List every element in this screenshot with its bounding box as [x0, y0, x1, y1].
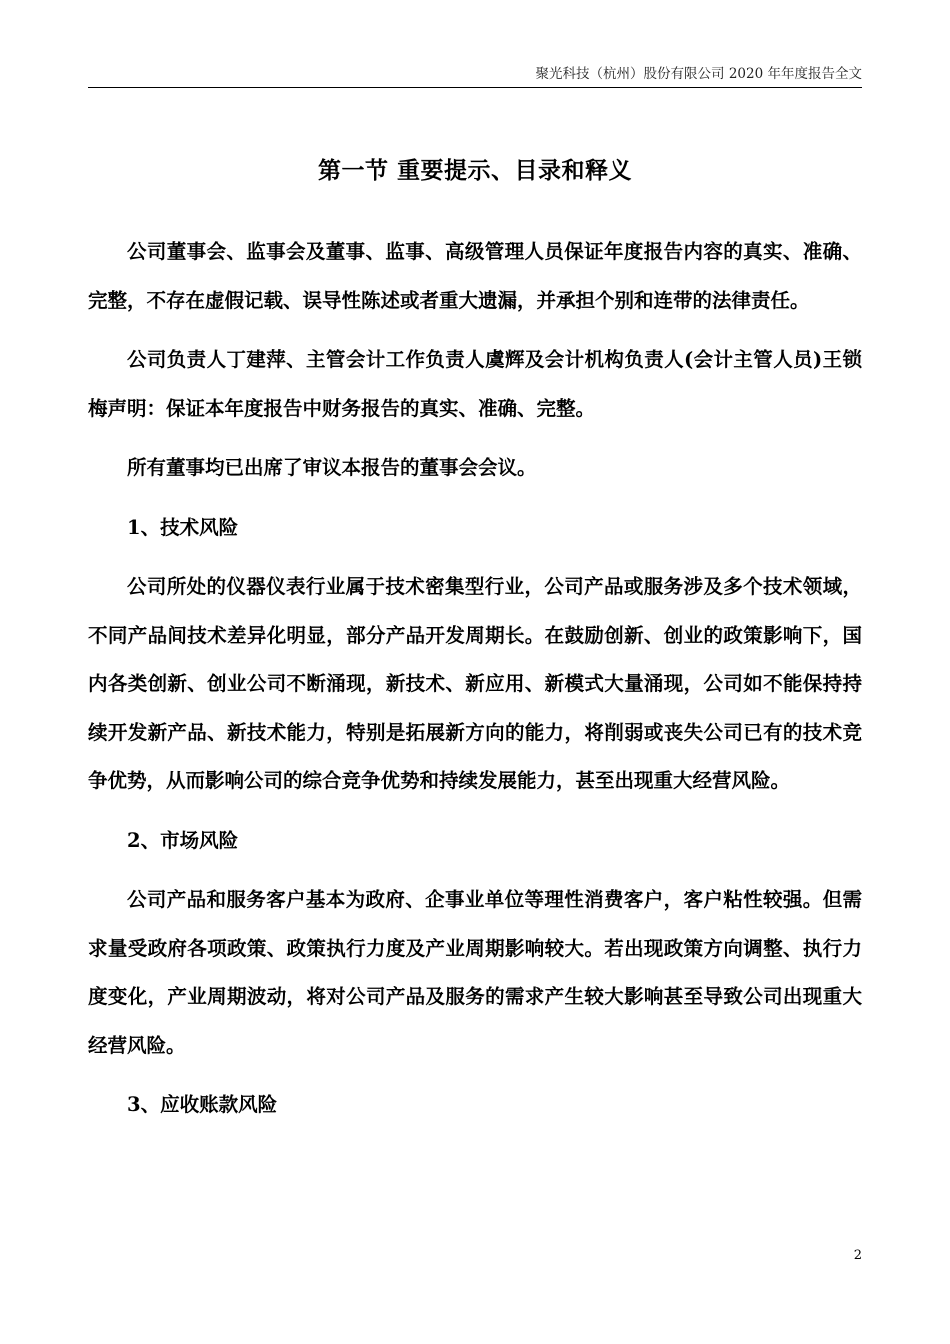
page-number: 2 — [853, 1248, 862, 1263]
header-divider — [88, 87, 862, 88]
risk-text-market: 公司产品和服务客户基本为政府、企事业单位等理性消费客户，客户粘性较强。但需求量受政府各项政策、政策执行力度及产业周期影响较大。若出现政策方向调整、执行力度变化，产业周期波动，将对公司产品及服务的需求产生较大影响甚至导致公司出现重大经营风险。 — [88, 888, 862, 1057]
section-title: 第一节 重要提示、目录和释义 — [317, 157, 632, 184]
paragraph-declaration: 公司负责人丁建萍、主管会计工作负责人虞辉及会计机构负责人(会计主管人员)王锁梅声明：保证本年度报告中财务报告的真实、准确、完整。 — [88, 348, 863, 420]
paragraph-attendance: 所有董事均已出席了审议本报告的董事会会议。 — [127, 456, 537, 479]
paragraph-responsibility: 公司董事会、监事会及董事、监事、高级管理人员保证年度报告内容的真实、准确、完整，不存在虚假记载、误导性陈述或者重大遗漏，并承担个别和连带的法律责任。 — [88, 240, 862, 312]
risk-heading-market: 2、市场风险 — [127, 828, 239, 852]
risk-heading-technology: 1、技术风险 — [127, 515, 239, 539]
risk-heading-receivables: 3、应收账款风险 — [127, 1093, 278, 1116]
risk-text-technology: 公司所处的仪器仪表行业属于技术密集型行业，公司产品或服务涉及多个技术领域，不同产品间技术差异化明显，部分产品开发周期长。在鼓励创新、创业的政策影响下，国内各类创新、创业公司不断涌现，新技术、新应用、新模式大量涌现，公司如不能保持持续开发新产品、新技术能力，特别是拓展新方向的能力，将削弱或丧失公司已有的技术竞争优势，从而影响公司的综合竞争优势和持续发展能力，甚至出现重大经营风险。 — [88, 575, 862, 792]
page-header: 聚光科技（杭州）股份有限公司 2020 年年度报告全文 — [535, 66, 862, 82]
document-body — [88, 228, 862, 1141]
